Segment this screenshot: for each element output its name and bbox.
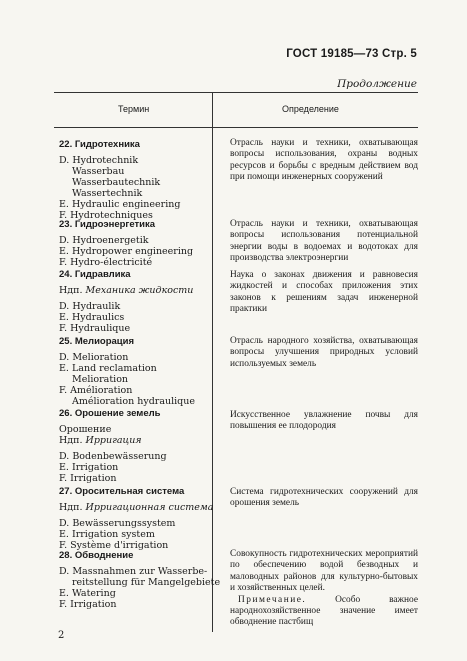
deprecated-term: Механика жидкости [85,285,194,296]
continuation-label: Продолжение [337,78,417,90]
definition-24: Наука о законах движения и равновесия жидкостей и способах приложения этих законов к решениям задач инженерной практики [230,270,418,315]
term-entry-28 [59,550,221,610]
term-translation: D. Hydraulik [59,301,121,312]
definition-25: Отрасль народного хозяйства, охватывающая вопросы улучшения природных условий используемых земель [230,336,418,369]
deprecated-term: Ирригация [85,435,142,446]
term-title: 28. Обводнение [59,550,134,561]
ndp-abbrev: Ндп. [59,285,83,296]
term-translation: E. Land reclamation [59,363,157,374]
term-translation: F. Système d'irrigation [59,540,169,551]
note-text: Особо важное народнохозяйственное значение имеет обводнение пастбищ [230,594,418,628]
deprecated-term-line [59,285,209,296]
term-entry-26 [59,408,209,484]
term-translation: E. Irrigation system [59,529,155,540]
term-translation: D. Hydrotechnik [59,155,139,166]
term-translation: Wasserbau [72,166,125,177]
term-entry-24 [59,269,209,334]
term-title: 27. Оросительная система [59,486,185,497]
term-translation: E. Watering [59,588,116,599]
note-label: Примечание. [238,594,307,605]
term-translation: F. Hydro-électricité [59,257,153,268]
column-header-term: Термин [118,104,150,114]
synonym-term: Орошение [59,424,112,435]
table-column-divider [212,92,213,632]
term-title: 24. Гидравлика [59,269,131,280]
term-translation: E. Hydropower engineering [59,246,194,257]
definition-27: Система гидротехнических сооружений для орошения земель [230,487,418,509]
term-translation: F. Irrigation [59,599,117,610]
term-entry-25 [59,336,209,407]
term-entry-27 [59,486,214,551]
term-title: 23. Гидроэнергетика [59,219,156,230]
table-header-rule [54,127,418,128]
term-title: 26. Орошение земель [59,408,161,419]
term-translation: D. Bewässerungssystem [59,518,176,529]
term-translation: E. Hydraulics [59,312,125,323]
definition-26: Искусственное увлажнение почвы для повышения ее плодородия [230,410,418,432]
definition-text: Совокупность гидротехнических мероприятий по обеспечению водой безводных и маловодных районов для культурно-бытовых и хозяйственных целей. [230,549,418,594]
term-title: 22. Гидротехника [59,139,140,150]
term-translation: F. Hydraulique [59,323,131,334]
term-translation: D. Melioration [59,352,129,363]
term-translation: Wassertechnik [72,188,143,199]
deprecated-term-line [59,435,209,446]
column-header-definition: Определение [282,104,339,114]
definition-23: Отрасль науки и техники, охватывающая вопросы использования потенциальной энергии воды в водоемах и водотоках для производства электроэнергии [230,219,418,264]
table-top-rule [54,92,418,93]
term-entry-23 [59,219,209,268]
term-translation: F. Irrigation [59,473,117,484]
deprecated-term: Ирригационная система [85,502,214,513]
definition-22: Отрасль науки и техники, охватывающая вопросы использования, охраны водных ресурсов и борьбы с вредным действием вод при помощи инженерных сооружений [230,138,418,183]
deprecated-term-line [59,502,214,513]
ndp-abbrev: Ндп. [59,435,83,446]
term-entry-22 [59,139,209,221]
definition-28 [230,549,418,629]
term-translation: Melioration [72,374,129,385]
term-translation: reitstellung für Mangelgebiete [72,577,221,588]
standard-header: ГОСТ 19185—73 Стр. 5 [286,48,417,60]
term-translation: F. Hydrotechniques [59,210,153,221]
page-number: 2 [58,630,65,641]
term-translation: D. Massnahmen zur Wasserbe- [59,566,208,577]
term-translation: Amélioration hydraulique [72,396,195,407]
term-translation: D. Hydroenergetik [59,235,149,246]
term-translation: E. Hydraulic engineering [59,199,181,210]
ndp-abbrev: Ндп. [59,502,83,513]
term-translation: D. Bodenbewässerung [59,451,167,462]
term-translation: F. Amélioration [59,385,133,396]
term-title: 25. Мелиорация [59,336,135,347]
term-translation: E. Irrigation [59,462,119,473]
term-translation: Wasserbautechnik [72,177,161,188]
